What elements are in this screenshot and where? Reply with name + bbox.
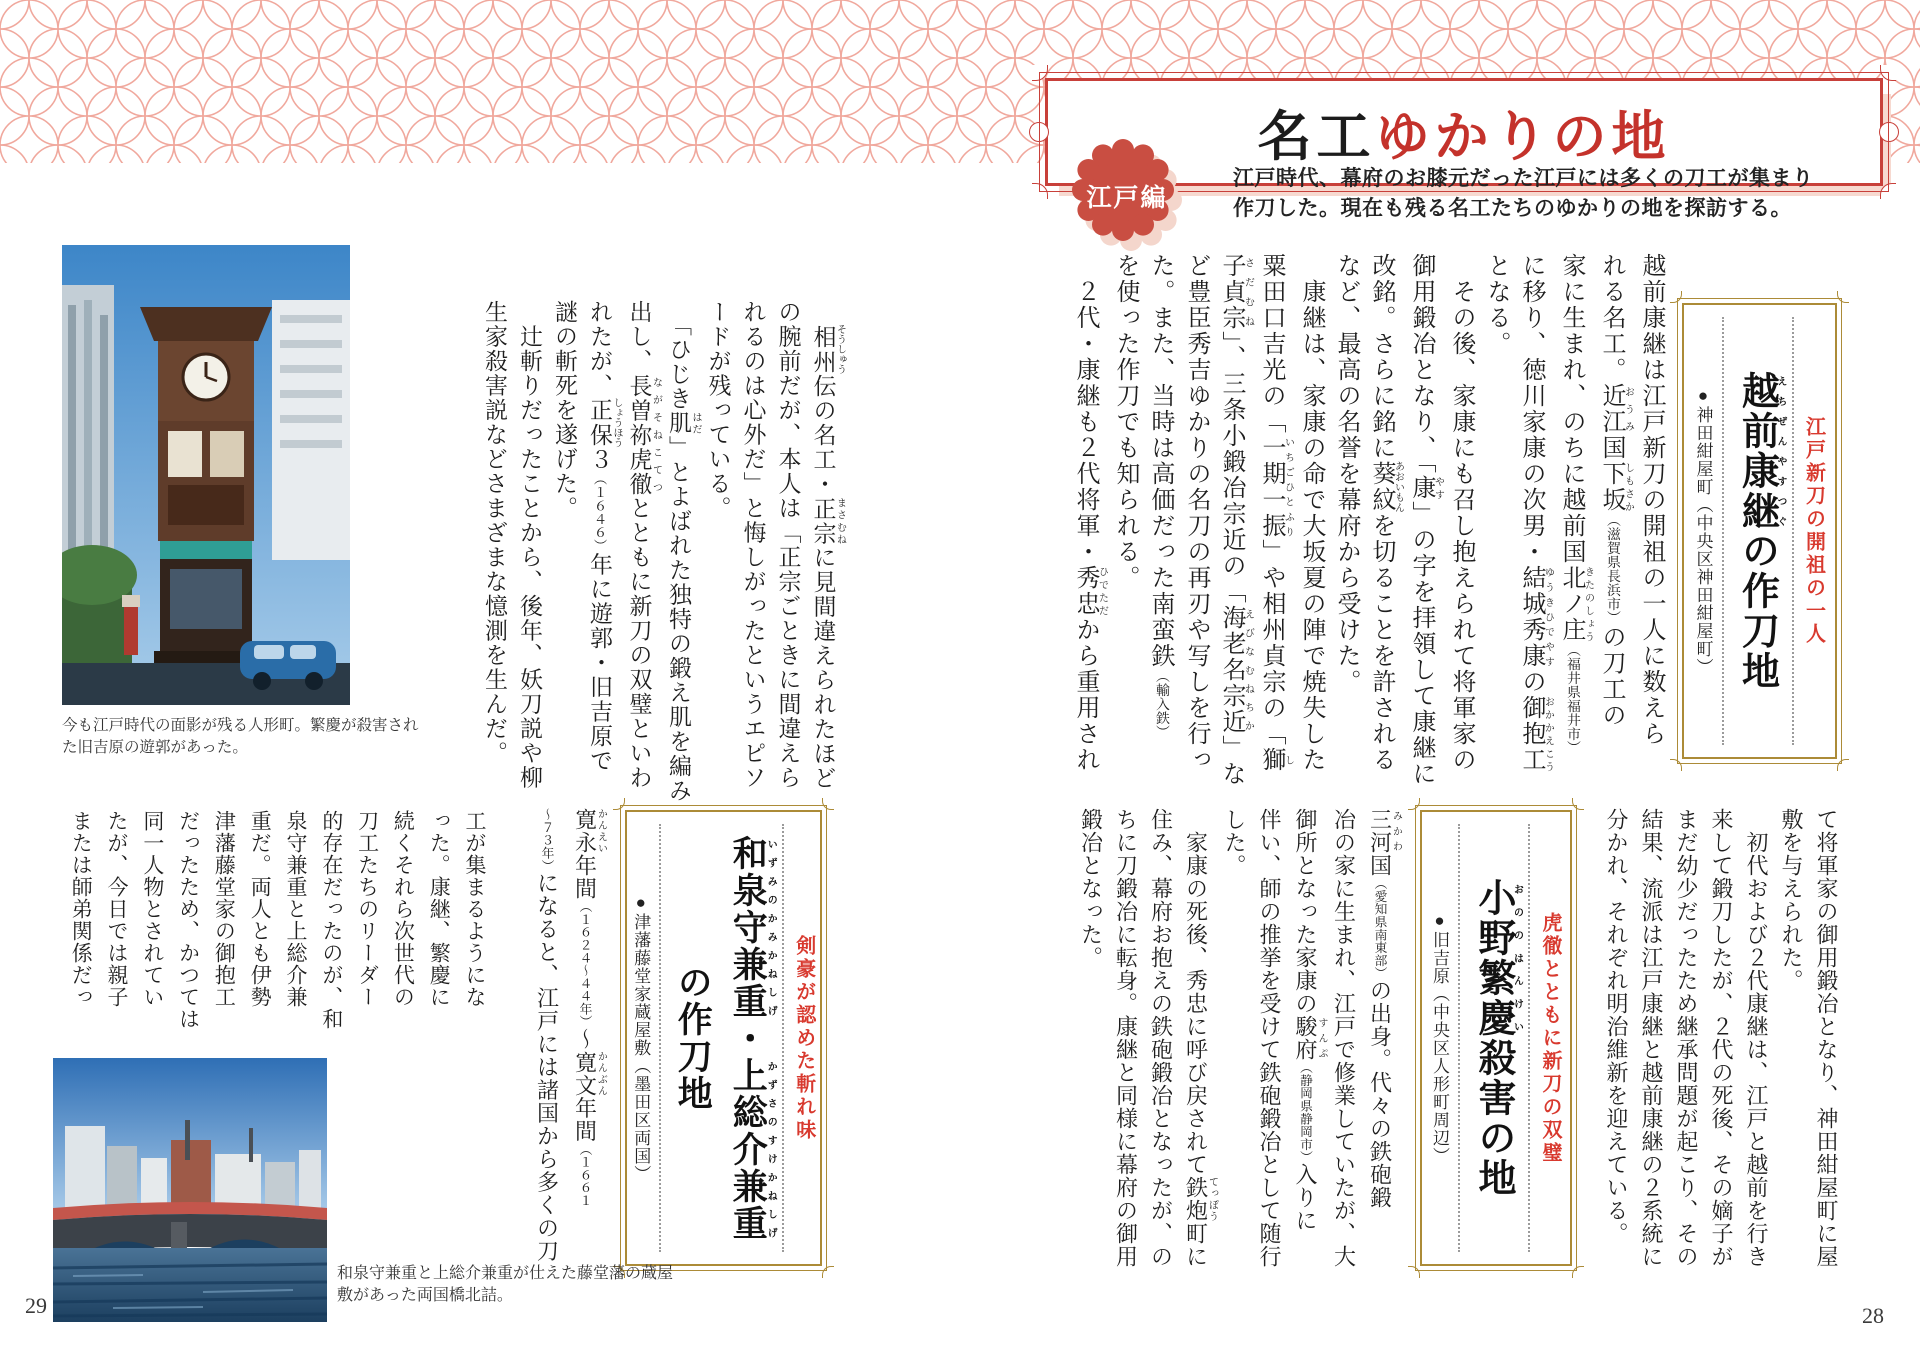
corner-ornament xyxy=(1837,291,1849,303)
article1-header-box xyxy=(1682,303,1837,759)
dotted-divider xyxy=(1528,824,1530,1252)
text-column: 泉守兼重と上総介兼 xyxy=(284,810,309,1008)
corner-ornament xyxy=(613,798,625,810)
photo1-caption-line2: た旧吉原の遊郭があった。 xyxy=(62,739,248,756)
article3-title-line1: 和泉守兼重いずみのかみかねしげ・上総介兼重かずさのすけかねしげ xyxy=(728,834,777,1242)
corner-ornament xyxy=(1670,759,1682,771)
text-column: 寛永かんえい年間（１６２４～４４年）～寛文かんぶん年間（１６６１ xyxy=(572,808,607,1207)
article3-header-box xyxy=(625,810,822,1266)
text-column: れる名工。近江おうみ国下坂しもさか（滋賀県長浜市）の刀工の xyxy=(1598,253,1634,729)
text-column: 冶の家に生まれ、江戸で修業していたが、大 xyxy=(1331,808,1357,1268)
photo1-caption-line1: 今も江戸時代の面影が残る人形町。繁慶が殺害され xyxy=(62,717,419,734)
text-column: 「ひじき肌 はだ」とよばれた独特の鍛え肌を編み xyxy=(666,300,701,803)
edo-badge-label: 江戸編 xyxy=(1086,184,1168,212)
text-column: 越前康継は江戸新刀の開祖の一人に数えら xyxy=(1638,253,1664,747)
text-column: った。康継、繁慶に xyxy=(427,810,452,1008)
ryogoku-bridge-photo xyxy=(53,1058,327,1322)
text-column: た。また、当時は高価だった南蛮鉄（輸入鉄） xyxy=(1147,253,1173,739)
dotted-divider xyxy=(782,824,784,1252)
text-column: だったため、かつては xyxy=(176,810,201,1030)
text-column: ードが残っている。 xyxy=(705,300,731,521)
text-column: 鍛冶となった。 xyxy=(1078,808,1104,969)
article2-location: ●旧吉原（中央区人形町周辺） xyxy=(1430,911,1449,1165)
corner-ornament xyxy=(1032,183,1048,199)
text-column: 改銘。さらに銘に葵紋あおいもんを切ることを許される xyxy=(1368,253,1404,773)
text-column: て将軍家の御用鍛冶となり、神田紺屋町に屋 xyxy=(1814,808,1839,1268)
text-column: または師弟関係だっ xyxy=(69,810,94,1008)
photo2-caption-line2: 敷があった両国橋北詰。 xyxy=(337,1287,513,1304)
text-column: 続くそれら次世代の xyxy=(391,810,416,1008)
lead-line1: 江戸時代、幕府のお膝元だった江戸には多くの刀工が集まり xyxy=(1233,167,1814,190)
page-number-right: 28 xyxy=(1862,1303,1884,1328)
text-column: 謎の斬死を遂げた。 xyxy=(552,300,577,521)
text-column: 子貞宗さだむね」、三条小鍛冶宗近の「海老名宗近えびなむねちか」な xyxy=(1218,253,1254,787)
page-title-red: ゆかりの地 xyxy=(1375,106,1671,167)
dotted-divider xyxy=(659,824,661,1252)
corner-ornament xyxy=(1408,1266,1420,1278)
text-column: れるのは心外だ」と悔しがったというエピソ xyxy=(740,300,766,790)
text-column: を使った作刀でも知られる。 xyxy=(1112,253,1138,591)
article3-kicker: 剣豪が認めた斬れ味 xyxy=(792,934,815,1142)
text-column: 初代および２代康継は、江戸と越前を行き xyxy=(1744,808,1769,1268)
text-column: 辻斬りだったことから、後年、妖刀説や柳 xyxy=(517,300,542,790)
photo1-caption xyxy=(62,715,462,759)
corner-ornament xyxy=(822,798,834,810)
text-column: 結果、流派は江戸康継と越前康継の２系統に xyxy=(1639,808,1664,1268)
text-column: 生家殺害説などさまざまな憶測を生んだ。 xyxy=(482,300,507,766)
text-column: ～７３年）になると、江戸には諸国から多くの刀 xyxy=(534,808,560,1263)
text-column: 来して鍛刀したが、２代の死後、その嫡子が xyxy=(1709,808,1734,1268)
text-column: 住み、幕府お抱えの鉄砲鍛冶となったが、の xyxy=(1148,808,1174,1268)
text-column: まだ幼少だったため継承問題が起こり、その xyxy=(1674,808,1699,1268)
text-column: 相州 そうしゅう伝の名工・正宗 まさむねに見間違えられたほど xyxy=(810,324,846,791)
article2-header-box xyxy=(1420,810,1572,1266)
text-column: した。 xyxy=(1222,808,1247,877)
article1-body-bottom xyxy=(1598,808,1844,1276)
ningyocho-clocktower-photo xyxy=(62,245,350,705)
page-title-black: 名工 xyxy=(1257,106,1376,167)
text-column: 康継は、家康の命で大坂夏の陣で焼失した xyxy=(1298,253,1324,773)
text-column: 御用鍛冶となり、「康やす」の字を拝領して康継に xyxy=(1408,253,1444,787)
text-column: 的存在だったのが、和 xyxy=(319,810,344,1030)
article1-location: ●神田紺屋町（中央区神田紺屋町） xyxy=(1693,386,1713,676)
article2-body-continued xyxy=(482,300,846,803)
text-column: その後、家康にも召し抱えられて将軍家の xyxy=(1448,253,1474,773)
dotted-divider xyxy=(1792,317,1794,745)
article3-location: ●津藩藤堂家蔵屋敷（墨田区両国） xyxy=(631,893,651,1183)
lead-paragraph xyxy=(1233,164,1893,224)
text-column: 御所となった家康の駿府すんぷ（静岡県静岡市）入りに xyxy=(1293,808,1327,1233)
corner-ornament xyxy=(1408,798,1420,810)
text-column: 三河みかわ国（愛知県南東部）の出身。代々の鉄砲鍛 xyxy=(1367,808,1402,1210)
dotted-divider xyxy=(1722,317,1724,745)
text-column: ２代・康継も２代将軍・秀忠ひでただから重用され xyxy=(1072,253,1108,773)
article2-kicker: 虎徹とともに新刀の双璧 xyxy=(1539,911,1561,1165)
text-column: ど豊臣秀吉ゆかりの名刀の再刃や写しを行っ xyxy=(1183,253,1209,773)
text-column: となる。 xyxy=(1483,253,1509,357)
article2-body xyxy=(1078,808,1402,1276)
dotted-divider xyxy=(1458,824,1460,1252)
text-column: 伴い、師の推挙を受けて鉄砲鍛冶として随行 xyxy=(1257,808,1282,1268)
article3-title-line2: の作刀地 xyxy=(673,964,713,1112)
corner-ornament xyxy=(822,1266,834,1278)
side-notch-ornament xyxy=(1029,122,1049,142)
article1-kicker: 江戸新刀の開祖の一人 xyxy=(1802,416,1825,646)
text-column: 家に生まれ、のちに越前国北ノ庄きたのしょう（福井県福井市） xyxy=(1558,253,1594,755)
text-column: 重だ。両人とも伊勢 xyxy=(248,810,273,1008)
text-column: ちに刀鍛冶に転身。康継と同様に幕府の御用 xyxy=(1113,808,1139,1268)
text-column: 敷を与えられた。 xyxy=(1779,808,1804,992)
page-number-left: 29 xyxy=(25,1293,47,1318)
lead-line2: 作刀した。現在も残る名工たちのゆかりの地を探訪する。 xyxy=(1233,197,1792,220)
photo2-caption-line1: 和泉守兼重と上総介兼重が仕えた藤堂藩の蔵屋 xyxy=(337,1265,674,1282)
article3-body-right xyxy=(524,808,606,1270)
corner-ornament xyxy=(1880,65,1896,81)
text-column: 出し、長曽祢虎徹 ながそねこてつとともに新刀の双璧といわ xyxy=(626,300,662,790)
text-column: 分かれ、それぞれ明治維新を迎えている。 xyxy=(1604,808,1629,1245)
text-column: 工が集まるようにな xyxy=(463,810,487,1008)
text-column: 同一人物とされてい xyxy=(140,810,165,1008)
text-column: 粟田口吉光の「一期一振いちごひとふり」や相州貞宗の「獅し xyxy=(1258,253,1294,773)
article1-title: 越前康継えちぜんやすつぐの作刀地 xyxy=(1735,371,1786,691)
text-column: の腕前だが、本人は「正宗ごときに間違えら xyxy=(775,300,801,790)
side-notch-ornament xyxy=(1879,122,1899,142)
corner-ornament xyxy=(1572,1266,1584,1278)
article2-title: 小野繁慶おののはんけい殺害の地 xyxy=(1472,878,1523,1198)
photo2-caption xyxy=(337,1263,797,1307)
corner-ornament xyxy=(1670,291,1682,303)
text-column: れたが、正保 しょうほう３（１６４６）年に遊郭・旧吉原で xyxy=(587,300,622,773)
corner-ornament xyxy=(1837,759,1849,771)
text-column: など、最高の名誉を幕府から受けた。 xyxy=(1333,253,1359,695)
text-column: 刀工たちのリーダー xyxy=(355,810,380,1008)
text-column: に移り、徳川家康の次男・結城秀康ゆうきひでやすの御抱工おかかえこう xyxy=(1518,253,1554,773)
article3-body-left xyxy=(62,810,492,1028)
corner-ornament xyxy=(1572,798,1584,810)
text-column: 津藩藤堂家の御抱工 xyxy=(212,810,237,1008)
text-column: 家康の死後、秀忠に呼び戻されて鉄炮てっぽう町に xyxy=(1183,808,1218,1268)
corner-ornament xyxy=(1032,65,1048,81)
text-column: たが、今日では親子 xyxy=(105,810,130,1008)
article1-body-top xyxy=(1072,253,1668,801)
